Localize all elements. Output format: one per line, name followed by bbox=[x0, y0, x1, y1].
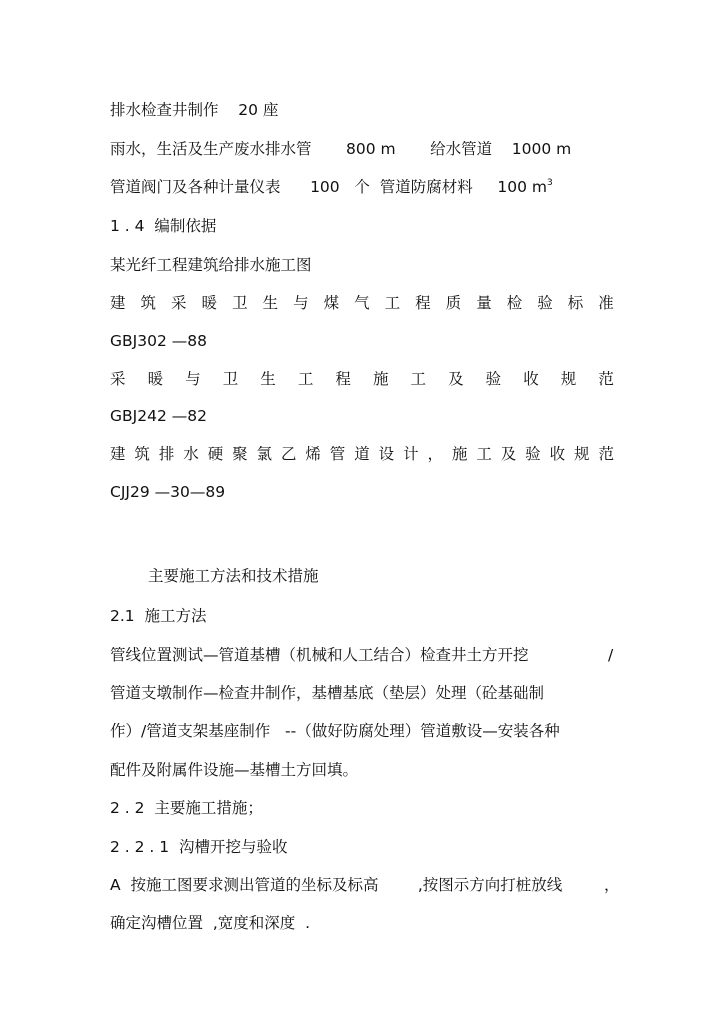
char: 规 bbox=[574, 445, 590, 463]
char: 煤 bbox=[323, 294, 340, 312]
char: 标 bbox=[567, 294, 584, 312]
justified-line-8 bbox=[110, 369, 614, 389]
standard-code-cjj29: CJJ29 —30—89 bbox=[110, 483, 226, 501]
char: 管 bbox=[329, 445, 346, 463]
superscript-3: 3 bbox=[547, 178, 553, 188]
char: 程 bbox=[335, 370, 351, 388]
char: 规 bbox=[560, 370, 577, 388]
char: 及 bbox=[448, 370, 464, 388]
char: 工 bbox=[297, 370, 314, 388]
section-heading-1-4: 1 . 4 编制依据 bbox=[110, 217, 217, 235]
char: 范 bbox=[598, 370, 614, 388]
char: 水 bbox=[183, 445, 199, 463]
char: 工 bbox=[476, 445, 492, 463]
text-line-14: 管线位置测试—管道基槽（机械和人工结合）检查井土方开挖 bbox=[110, 646, 529, 664]
char: 排 bbox=[158, 445, 175, 463]
char: 生 bbox=[262, 294, 279, 312]
char: 道 bbox=[354, 445, 370, 463]
text-line-3 bbox=[110, 177, 553, 200]
section-heading-2-2-1: 2 . 2 . 1 沟槽开挖与验收 bbox=[110, 838, 288, 856]
char: ， bbox=[427, 445, 443, 463]
char: 建 bbox=[110, 445, 126, 463]
char: 设 bbox=[378, 445, 395, 463]
text-line-14-end: / bbox=[608, 646, 614, 664]
char: 验 bbox=[485, 370, 502, 388]
char: 聚 bbox=[232, 445, 248, 463]
char: 采 bbox=[110, 370, 126, 388]
section-heading-2-2: 2 . 2 主要施工措施； bbox=[110, 799, 263, 817]
char: 施 bbox=[451, 445, 468, 463]
text-line-3-main: 管道阀门及各种计量仪表 100 个 管道防腐材料 100 m bbox=[110, 178, 548, 196]
char: 计 bbox=[403, 445, 419, 463]
char: 工 bbox=[410, 370, 427, 388]
char: 质 bbox=[445, 294, 462, 312]
text-line-16: 作）/管道支架基座制作 --（做好防腐处理）管道敷设—安装各种 bbox=[110, 722, 560, 740]
char: 检 bbox=[506, 294, 523, 312]
text-line-20-end: ， bbox=[604, 876, 620, 894]
text-line-17: 配件及附属件设施—基槽土方回填。 bbox=[110, 761, 359, 779]
char: 与 bbox=[293, 294, 309, 312]
char: 收 bbox=[523, 370, 539, 388]
char: 收 bbox=[549, 445, 566, 463]
char: 建 bbox=[110, 294, 126, 312]
char: 工 bbox=[384, 294, 401, 312]
char: 准 bbox=[598, 294, 614, 312]
text-line-1: 排水检查井制作 20 座 bbox=[110, 101, 279, 119]
standard-code-gbj302: GBJ302 —88 bbox=[110, 332, 207, 350]
text-line-5: 某光纤工程建筑给排水施工图 bbox=[110, 256, 312, 274]
char: 气 bbox=[354, 294, 370, 312]
char: 硬 bbox=[207, 445, 224, 463]
char: 烯 bbox=[305, 445, 321, 463]
char: 卫 bbox=[222, 370, 239, 388]
char: 乙 bbox=[280, 445, 297, 463]
char: 验 bbox=[525, 445, 541, 463]
justified-line-6 bbox=[110, 293, 614, 313]
justified-line-10 bbox=[110, 444, 614, 464]
char: 与 bbox=[185, 370, 201, 388]
char: 程 bbox=[415, 294, 431, 312]
text-line-2: 雨水，生活及生产废水排水管 800 m 给水管道 1000 m bbox=[110, 140, 572, 158]
char: 验 bbox=[537, 294, 553, 312]
char: 范 bbox=[598, 445, 614, 463]
char: 量 bbox=[476, 294, 492, 312]
text-line-15: 管道支墩制作—检查井制作，基槽基底（垫层）处理（砼基础制 bbox=[110, 684, 545, 702]
text-line-21: 确定沟槽位置 ,宽度和深度 . bbox=[110, 914, 311, 932]
char: 暖 bbox=[147, 370, 164, 388]
section-heading-2-1: 2.1 施工方法 bbox=[110, 607, 207, 625]
char: 卫 bbox=[232, 294, 248, 312]
char: 施 bbox=[372, 370, 389, 388]
chapter-heading: 主要施工方法和技术措施 bbox=[148, 567, 319, 585]
text-line-20: A 按施工图要求测出管道的坐标及标高 ,按图示方向打桩放线 bbox=[110, 876, 563, 894]
char: 及 bbox=[500, 445, 517, 463]
char: 氯 bbox=[256, 445, 273, 463]
char: 暖 bbox=[201, 294, 218, 312]
char: 采 bbox=[171, 294, 187, 312]
char: 生 bbox=[260, 370, 276, 388]
char: 筑 bbox=[140, 294, 157, 312]
standard-code-gbj242: GBJ242 —82 bbox=[110, 407, 207, 425]
char: 筑 bbox=[134, 445, 150, 463]
